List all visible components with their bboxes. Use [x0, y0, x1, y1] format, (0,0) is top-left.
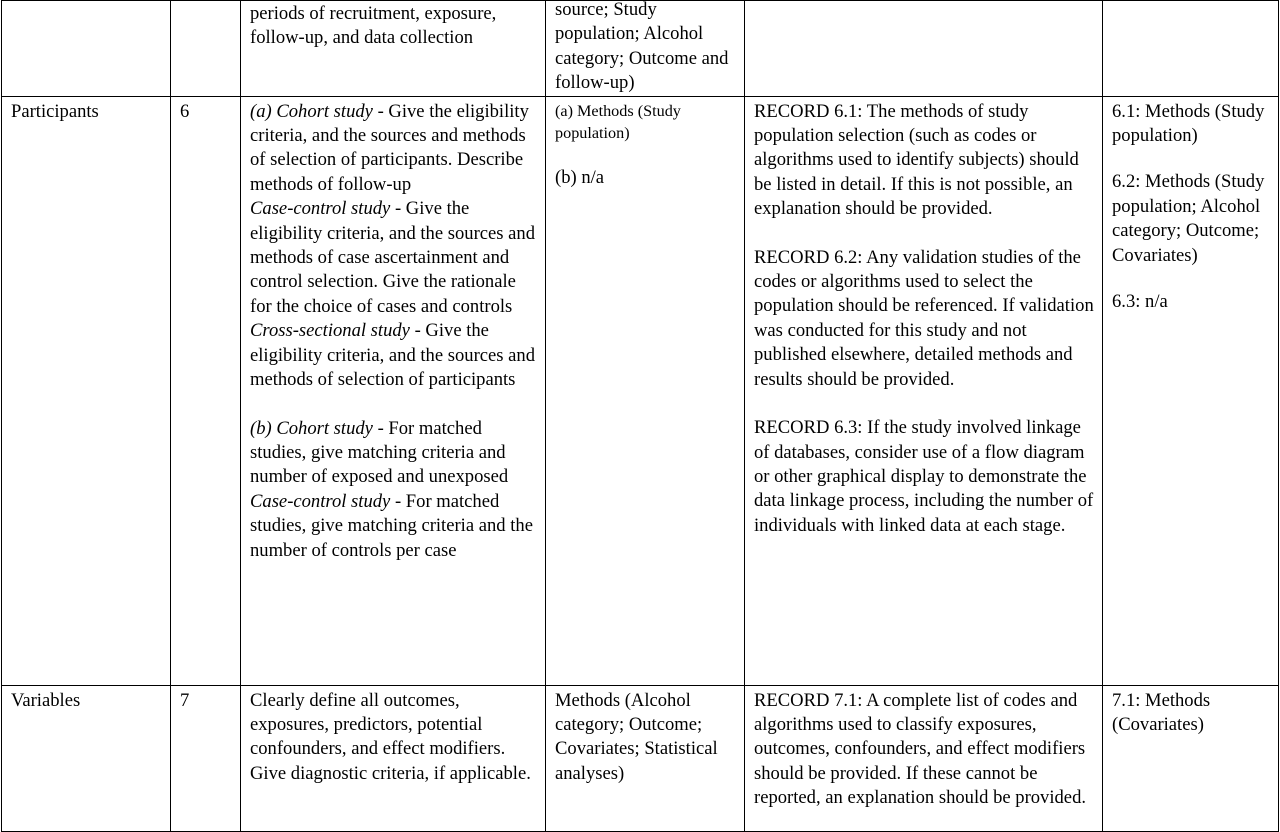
recommendation-text: - Give the eligibility criteria, and the sources and methods of selection of participants. Describe methods of follow-up [250, 100, 529, 195]
study-type-label: Case-control study [250, 490, 391, 512]
record-text: RECORD 7.1: A complete list of codes and algorithms used to classify exposures, outcomes, confounders, and effect modifiers should be provided. If these cannot be reported, an explanation should be provided. [754, 689, 1087, 809]
item-number-cell [171, 1, 241, 97]
case-control-recommendation-b [250, 490, 539, 563]
location-cell [546, 685, 745, 831]
case-control-recommendation-a [250, 197, 539, 319]
record-cell [745, 1, 1103, 97]
record-location-cell [1103, 685, 1279, 831]
recommendation-cell [241, 685, 546, 831]
recommendation-text: - Give the eligibility criteria, and the sources and methods of selection of participants [250, 320, 536, 391]
cohort-recommendation-a [250, 100, 539, 198]
location-cell [546, 1, 745, 97]
checklist-table [1, 0, 1279, 832]
location-text: (b) n/a [555, 167, 605, 189]
recommendation-text: Clearly define all outcomes, exposures, predictors, potential confounders, and effect modifiers. Give diagnostic criteria, if applicable. [250, 689, 531, 784]
record-text: RECORD 6.1: The methods of study population selection (such as codes or algorithms used to identify subjects) should be listed in detail. If this is not possible, an explanation should be provided. [754, 100, 1079, 220]
study-type-label: Cross-sectional study [250, 320, 410, 342]
table-row [2, 96, 1279, 685]
recommendation-text: periods of recruitment, exposure, follow-up, and data collection [250, 3, 497, 49]
item-number-cell: 7 [171, 685, 241, 831]
record-location-text: 6.1: Methods (Study population) [1112, 100, 1265, 147]
table-row [2, 1, 1279, 97]
location-text: source; Study population; Alcohol category; Outcome and follow-up) [555, 0, 729, 94]
record-cell [745, 685, 1103, 831]
record-cell [745, 96, 1103, 685]
recommendation-cell [241, 1, 546, 97]
location-cell [546, 96, 745, 685]
record-location-cell [1103, 1, 1279, 97]
cross-sectional-recommendation-a [250, 319, 539, 392]
location-text: (a) Methods (Study population) [555, 101, 681, 143]
table-row [2, 685, 1279, 831]
study-type-label: (b) Cohort study [250, 417, 373, 439]
study-type-label: (a) Cohort study [250, 100, 373, 122]
record-location-text: 6.2: Methods (Study population; Alcohol category; Outcome; Covariates) [1112, 171, 1265, 266]
location-text: Methods (Alcohol category; Outcome; Covariates; Statistical analyses) [555, 689, 718, 784]
record-location-text: 7.1: Methods (Covariates) [1112, 689, 1211, 736]
item-cell: Variables [2, 685, 171, 831]
item-cell [2, 1, 171, 97]
item-number-cell: 6 [171, 96, 241, 685]
study-type-label: Case-control study [250, 198, 391, 220]
record-location-cell [1103, 96, 1279, 685]
item-cell: Participants [2, 96, 171, 685]
cohort-recommendation-b [250, 417, 539, 490]
record-text: RECORD 6.2: Any validation studies of the codes or algorithms used to select the population should be referenced. If validation was conducted for this study and not published elsewhere, detailed methods and results should be provided. [754, 246, 1094, 390]
record-text: RECORD 6.3: If the study involved linkage of databases, consider use of a flow diagram or other graphical display to demonstrate the data linkage process, including the number of individuals with linked data at each stage. [754, 417, 1094, 536]
record-location-text: 6.3: n/a [1112, 291, 1168, 313]
recommendation-cell [241, 96, 546, 685]
recommendation-text: - Give the eligibility criteria, and the sources and methods of case ascertainment and control selection. Give the rationale for the choice of cases and controls [250, 198, 536, 317]
recommendation-text: - For matched studies, give matching criteria and number of exposed and unexposed [250, 417, 509, 488]
recommendation-text: - For matched studies, give matching criteria and the number of controls per case [250, 490, 533, 561]
